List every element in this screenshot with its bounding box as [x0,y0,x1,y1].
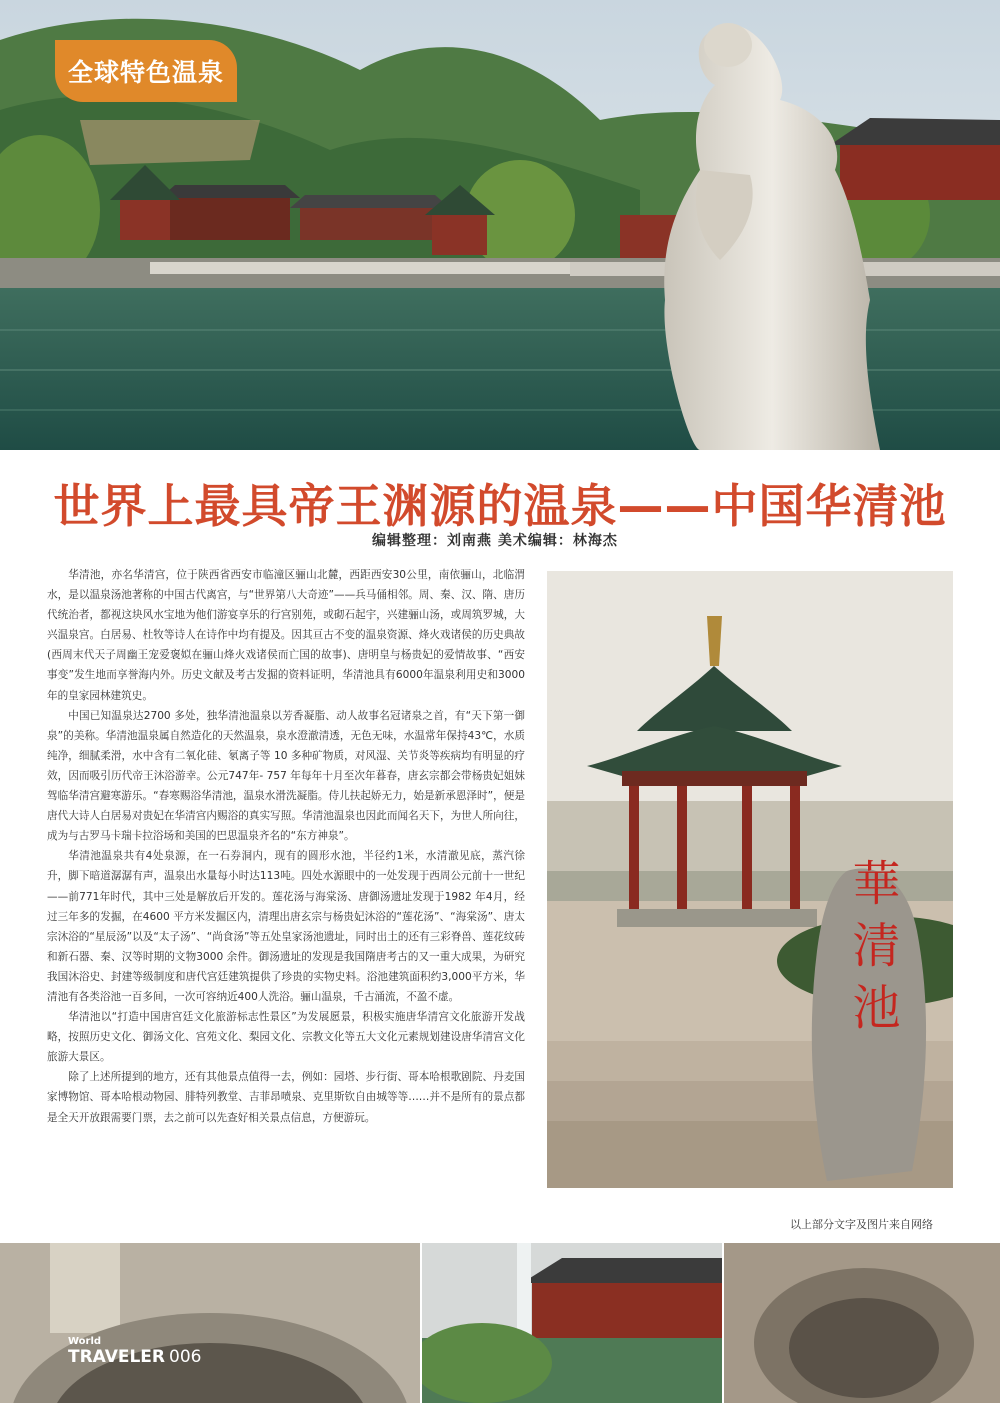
pavilion-photo [547,571,953,1188]
bottom-photo-pool [724,1243,1000,1403]
page-footer [68,1337,201,1367]
paragraph: 华清池，亦名华清宫，位于陕西省西安市临潼区骊山北麓，西距西安30公里，南依骊山，北临渭水，是以温泉汤池著称的中国古代离宫，与“世界第八大奇迹”——兵马俑相邻。周、秦、汉、隋、唐历代统治者，都视这块风水宝地为他们游宴享乐的行宫别苑，或砌石起宇，兴建骊山汤，或周筑罗城，大兴温泉宫。白居易、杜牧等诗人在诗作中均有提及。因其亘古不变的温泉资源、烽火戏诸侯的历史典故(西周末代天子周幽王宠爱褒姒在骊山烽火戏诸侯而亡国的故事)、唐明皇与杨贵妃的爱情故事、“西安事变”发生地而享誉海内外。历史文献及考古发掘的资料证明，华清池具有6000年温泉利用史和3000年的皇家园林建筑史。 [47,569,525,702]
article-title: 世界上最具帝王渊源的温泉——中国华清池 [53,479,947,533]
bottom-photo-well [0,1243,420,1403]
paragraph: 中国已知温泉达2700 多处，独华清池温泉以芳香凝脂、动人故事名冠诸泉之首，有“天下第一御泉”的美称。华清池温泉属自然造化的天然温泉，泉水澄澈清透，无色无味，水温常年保持43℃，水质纯净，细腻柔滑，水中含有二氧化硅、氡离子等 10 多种矿物质，对风湿、关节炎等疾病均有明显的疗效，因而吸引历代帝王沐浴游幸。公元747年- 757 年每年十月至次年暮春，唐玄宗都会带杨贵妃姐妹驾临华清宫避寒游乐。“春寒赐浴华清池，温泉水滑洗凝脂。侍儿扶起娇无力，始是新承恩泽时”，便是唐代大诗人白居易对贵妃在华清宫内赐浴的真实写照。华清池温泉也因此而闻名天下，为世人所向往，成为与古罗马卡瑞卡拉浴场和美国的巴思温泉齐名的“东方神泉”。 [47,709,525,843]
bottom-photo-fountain [422,1243,722,1403]
rock-inscription: 華清池 [844,858,900,1044]
byline: 编辑整理：刘南燕 美术编辑：林海杰 [372,533,618,549]
footer-world: World [68,1336,102,1347]
page-number: 006 [169,1347,202,1367]
footer-traveler: TRAVELER [68,1347,165,1367]
section-badge: 全球特色温泉 [55,40,237,102]
paragraph: 华清池温泉共有4处泉源，在一石券洞内，现有的圆形水池，半径约1米，水清澈见底，蒸汽徐升，脚下暗道潺潺有声，温泉出水量每小时达113吨。四处水源眼中的一处发现于西周公元前十一世纪——前771年时代，其中三处是解放后开发的。莲花汤与海棠汤、唐御汤遗址发现于1982 年4月，经过三年多的发掘，在4600 平方米发掘区内，清理出唐玄宗与杨贵妃沐浴的“莲花汤”、“海棠汤”、唐太宗沐浴的“星辰汤”以及“太子汤”、“尚食汤”等五处皇家汤池遗址，同时出土的还有三彩脊兽、莲花纹砖和新石器、秦、汉等时期的文物3000 余件。御汤遗址的发现是我国隋唐考古的又一重大成果，为研究我国沐浴史、封建等级制度和唐代宫廷建筑提供了珍贵的实物史料。浴池建筑面积约3,000平方米，华清池有各类浴池一百多间，一次可容纳近400人洗浴。骊山温泉，千古涌流，不盈不虚。 [47,850,525,1003]
image-credit: 以上部分文字及图片来自网络 [790,1218,933,1231]
article-body [47,565,525,1128]
paragraph: 除了上述所提到的地方，还有其他景点值得一去，例如：园塔、步行街、哥本哈根歌剧院、丹麦国家博物馆、哥本哈根动物园、腓特列教堂、吉菲昂喷泉、克里斯钦自由城等等……并不是所有的景点都是全天开放跟需要门票，去之前可以先查好相关景点信息，方便游玩。 [47,1071,525,1124]
paragraph: 华清池以“打造中国唐宫廷文化旅游标志性景区”为发展愿景，积极实施唐华清宫文化旅游开发战略，按照历史文化、御汤文化、宫苑文化、梨园文化、宗教文化等五大文化元素规划建设唐华清宫文化旅游大景区。 [47,1011,525,1064]
